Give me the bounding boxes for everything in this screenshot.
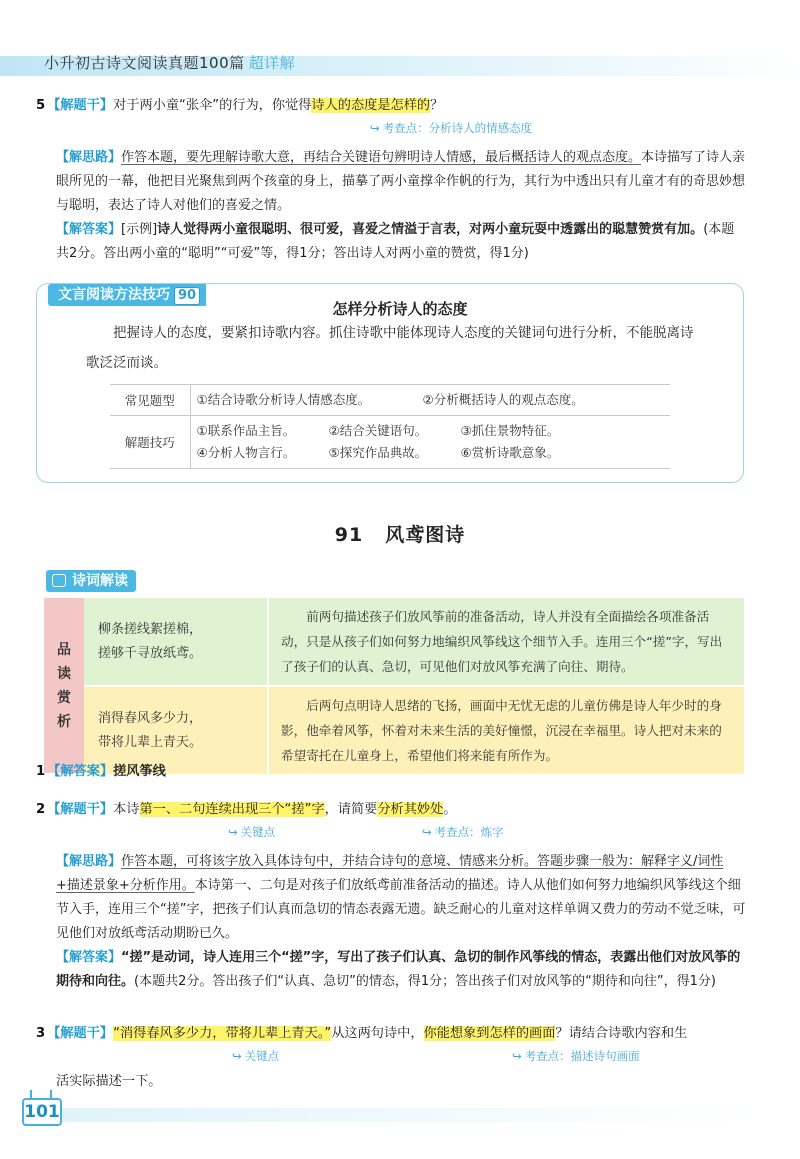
- q3-stem-line2: 活实际描述一下。: [56, 1074, 162, 1089]
- poem-line: 搓够千寻放纸鸢。: [98, 645, 203, 661]
- side-char: 品: [57, 641, 71, 658]
- curve-arrow-icon: ↪: [232, 1049, 242, 1063]
- q2-stem-text: 本诗: [113, 802, 140, 817]
- q5-idea-tag: 【解思路】: [56, 150, 122, 165]
- method-item: ①结合诗歌分析诗人情感态度。: [196, 392, 371, 407]
- poem-line: 带将儿辈上青天。: [98, 734, 203, 750]
- q3-key-note-text: 关键点: [244, 1049, 280, 1063]
- q2-stem-tag: 【解题干】: [47, 802, 114, 817]
- poem-line: 消得春风多少力，: [98, 710, 203, 726]
- method-title: 怎样分析诗人的态度: [332, 300, 468, 318]
- book-title-accent: 超详解: [248, 54, 296, 72]
- poem-line: 柳条搓线絮搓棉，: [98, 621, 203, 637]
- q3-exam-note: [512, 1048, 640, 1064]
- q2-stem-end: 。: [443, 802, 457, 817]
- method-row-values: [190, 416, 670, 469]
- method-number: 90: [174, 287, 200, 305]
- curve-arrow-icon: ↪: [228, 825, 238, 839]
- method-item: ③抓住景物特征。: [460, 423, 560, 438]
- section-number: 91: [334, 524, 364, 546]
- method-tab-text: 文言阅读方法技巧: [58, 287, 170, 303]
- q5-stem-tag: 【解题干】: [47, 98, 114, 113]
- section-title-text: 风鸢图诗: [385, 524, 466, 546]
- method-item: ②结合关键语句。: [328, 423, 428, 438]
- calendar-icon: [52, 574, 66, 587]
- q2-stem-mid: ，请简要: [324, 802, 378, 817]
- method-row-values: [190, 385, 670, 416]
- footer-band: [62, 1108, 762, 1122]
- q5-answer-scoring: (本题共2分。答出两小童的“聪明”“可爱”等，得1分；答出诗人对两小童的赞赏，得1分): [56, 222, 735, 261]
- q2-answer-bold: “搓”是动词，诗人连用三个“搓”字，写出了孩子们认真、急切的制作风筝线的情态，表露出他们对放风筝的期待和向往。: [56, 950, 741, 989]
- q3-exam-note-text: 考查点：描述诗句画面: [524, 1049, 640, 1063]
- q5-number: 5: [36, 98, 46, 113]
- book-title: [44, 52, 295, 73]
- reading-row: [44, 598, 744, 686]
- q3-key-note: [232, 1048, 279, 1064]
- q5-stem-text: 对于两小童“张伞”的行为，你觉得: [113, 98, 312, 113]
- q5-answer-tag: 【解答案】: [56, 222, 122, 237]
- q2-answer: [56, 946, 746, 994]
- curve-arrow-icon: ↪: [512, 1049, 522, 1063]
- q2-exam-note: [422, 824, 504, 840]
- curve-arrow-icon: ↪: [422, 825, 432, 839]
- side-char: 析: [57, 713, 71, 730]
- q2-key-note-text: 关键点: [240, 825, 276, 839]
- q2-stem-highlight-1: 第一、二句连续出现三个“搓”字: [139, 802, 325, 817]
- q5-idea-underlined: 作答本题，要先理解诗歌大意，再结合关键语句辨明诗人情感，最后概括诗人的观点态度。: [121, 150, 642, 165]
- q3-stem-highlight-2: 你能想象到怎样的画面: [423, 1026, 556, 1041]
- q2-stem-highlight-2: 分析其妙处: [377, 802, 444, 817]
- q5-exam-note: [370, 120, 532, 136]
- page-number: 101: [22, 1098, 62, 1126]
- q3-stem-mid: 从这两句诗中，: [331, 1026, 424, 1041]
- reading-side-label: [44, 598, 84, 774]
- method-item: ④分析人物言行。: [196, 445, 296, 460]
- method-item: ⑤探究作品典故。: [328, 445, 428, 460]
- q2-key-note: [228, 824, 275, 840]
- q2-idea-tag: 【解思路】: [56, 854, 122, 869]
- q5-stem-end: ？: [430, 98, 444, 113]
- q2-answer-scoring: (本题共2分。答出孩子们“认真、急切”的情态，得1分；答出孩子们对放风筝的“期待和向往”，得1分): [134, 974, 716, 989]
- q1-answer: [36, 760, 756, 784]
- q5-exam-note-text: 考查点：分析诗人的情感态度: [382, 121, 533, 135]
- q5-stem-highlight: 诗人的态度是怎样的: [311, 98, 431, 113]
- method-row-skills: [110, 416, 670, 469]
- q5-idea-text: 本诗描写了诗人亲眼所见的一幕，他把目光聚焦到两个孩童的身上，描摹了两小童撑伞作帆的行为，其行为中透出只有儿童才有的奇思妙想与聪明，表达了诗人对他们的喜爱之情。: [56, 150, 746, 213]
- method-row-label: 常见题型: [110, 385, 190, 416]
- reading-table: [44, 598, 744, 775]
- q5-stem: [36, 94, 756, 118]
- q5-answer-example: [示例]: [121, 222, 158, 237]
- poem-analysis: 后两句点明诗人思绪的飞扬，画面中无忧无虑的儿童仿佛是诗人年少时的身影，他牵着风筝，怀着对未来生活的美好憧憬，沉浸在幸福里。诗人把对未来的希望寄托在儿童身上，希望他们将来能有所作为。: [268, 686, 744, 774]
- q2-idea: [56, 850, 746, 946]
- book-title-text: 小升初古诗文阅读真题100篇: [44, 54, 245, 72]
- poem-reading-label-text: 诗词解读: [72, 573, 128, 589]
- method-item: ⑥赏析诗歌意象。: [460, 445, 560, 460]
- method-row-types: [110, 385, 670, 416]
- q2-answer-tag: 【解答案】: [56, 950, 122, 965]
- side-char: 赏: [57, 689, 71, 706]
- q5-idea: [56, 146, 746, 218]
- poem-analysis: 前两句描述孩子们放风筝前的准备活动，诗人并没有全面描绘各项准备活动，只是从孩子们如何努力地编织风筝线这个细节入手。连用三个“搓”字，写出了孩子们的认真、急切，可见他们对放风筝充满了向往、期待。: [268, 598, 744, 686]
- q2-exam-note-text: 考查点：炼字: [434, 825, 504, 839]
- side-char: 读: [57, 665, 71, 682]
- poem-reading-label: [46, 570, 136, 592]
- q5-answer: [56, 218, 746, 266]
- method-text-line1: 把握诗人的态度，要紧扣诗歌内容。抓住诗歌中能体现诗人态度的关键词句进行分析，不能脱离诗: [113, 325, 694, 341]
- method-item: ②分析概括诗人的观点态度。: [422, 392, 584, 407]
- poem-lines: [84, 598, 268, 686]
- q3-number: 3: [36, 1026, 46, 1041]
- q3-stem: [36, 1022, 756, 1046]
- section-title: [0, 520, 800, 547]
- method-text-line2: 歌泛泛而谈。: [86, 355, 167, 371]
- method-row-label: 解题技巧: [110, 416, 190, 469]
- q5-answer-bold: 诗人觉得两小童很聪明、很可爱，喜爱之情溢于言表，对两小童玩耍中透露出的聪慧赞赏有加。: [157, 222, 704, 237]
- q3-stem-end: ？请结合诗歌内容和生: [555, 1026, 688, 1041]
- q2-stem: [36, 798, 756, 822]
- q2-idea-text: 本诗第一、二句是对孩子们放纸鸢前准备活动的描述。诗人从他们如何努力地编织风筝线这个细节入手，连用三个“搓”字，把孩子们认真而急切的情态表露无遗。缺乏耐心的儿童对这样单调又费力的劳动不觉乏味，可见他们对放纸鸢活动期盼已久。: [56, 878, 746, 941]
- q3-stem-highlight-1: “消得春风多少力，带将儿辈上青天。”: [113, 1026, 332, 1041]
- method-item: ①联系作品主旨。: [196, 423, 296, 438]
- curve-arrow-icon: ↪: [370, 121, 380, 135]
- q1-number: 1: [36, 764, 46, 779]
- q2-number: 2: [36, 802, 46, 817]
- q2-idea-underlined: 作答本题，可将该字放入具体诗句中，并结合诗句的意境、情感来分析。答题步骤一般为：解释字义/词性+描述景象+分析作用。: [56, 854, 724, 893]
- method-table: [110, 384, 670, 469]
- q1-answer-tag: 【解答案】: [47, 764, 114, 779]
- q1-answer-text: 搓风筝线: [113, 764, 166, 779]
- q3-stem-tag: 【解题干】: [47, 1026, 114, 1041]
